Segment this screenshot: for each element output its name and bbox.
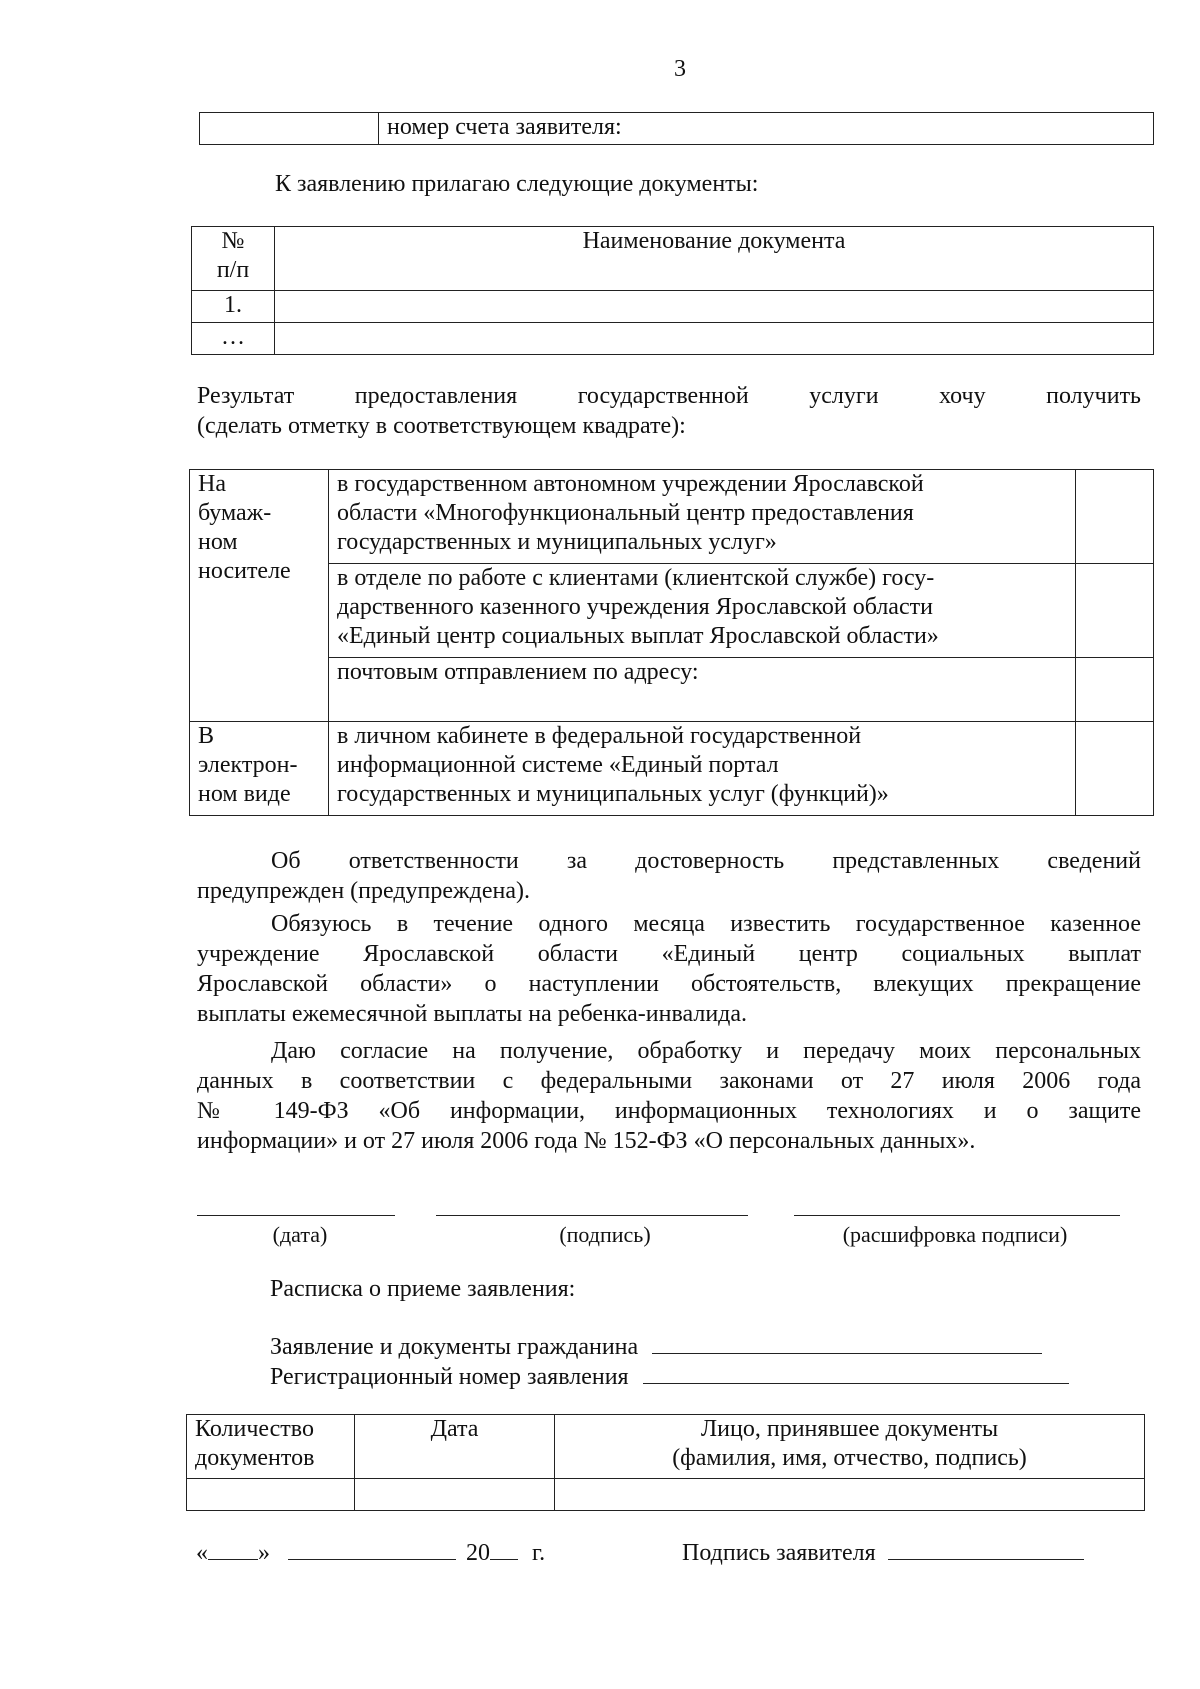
- para-line: Обязуюсь в течение одного месяца известить государственное казенное: [271, 911, 1141, 937]
- responsibility-paragraph: [197, 846, 1141, 906]
- applicant-sign-label: Подпись заявителя: [682, 1540, 876, 1566]
- option-post-checkbox[interactable]: [1076, 658, 1154, 722]
- receipt-table: [186, 1414, 1145, 1511]
- option-client-service-checkbox[interactable]: [1076, 564, 1154, 658]
- electronic-label: ном виде: [198, 781, 291, 807]
- option-gosuslugi-checkbox[interactable]: [1076, 722, 1154, 816]
- option-text: «Единый центр социальных выплат Ярославской области»: [337, 623, 939, 649]
- para-line: предупрежден (предупреждена).: [197, 878, 530, 904]
- account-table: [199, 112, 1154, 145]
- option-client-service: [329, 564, 1076, 658]
- receipt-col-count-text: Количество: [195, 1416, 314, 1442]
- docs-row-name: [275, 323, 1154, 355]
- option-text: в государственном автономном учреждении Ярославской: [337, 471, 924, 497]
- option-text: в отделе по работе с клиентами (клиентской службе) госу-: [337, 565, 935, 591]
- result-heading-line2: (сделать отметку в соответствующем квадрате):: [197, 413, 686, 439]
- quote-open: «: [196, 1540, 208, 1566]
- receipt-col-count: [187, 1415, 355, 1479]
- option-mfc: [329, 470, 1076, 564]
- paper-label: ном: [198, 529, 238, 555]
- option-text: информационной системе «Единый портал: [337, 752, 779, 778]
- signature-caption: (подпись): [559, 1222, 651, 1247]
- documents-table: [191, 226, 1154, 355]
- date-caption: (дата): [272, 1222, 328, 1247]
- year-field[interactable]: [490, 1537, 518, 1560]
- signature-line[interactable]: [436, 1215, 748, 1216]
- obligation-paragraph: [197, 909, 1141, 1029]
- receipt-col-person-text: (фамилия, имя, отчество, подпись): [672, 1445, 1027, 1471]
- electronic-label: В: [198, 723, 215, 749]
- receipt-docs-field[interactable]: [652, 1331, 1042, 1354]
- option-gosuslugi: [329, 722, 1076, 816]
- electronic-label: электрон-: [198, 752, 298, 778]
- option-text: дарственного казенного учреждения Ярославской области: [337, 594, 933, 620]
- month-field[interactable]: [288, 1537, 456, 1560]
- docs-col-no-l2: п/п: [216, 257, 250, 283]
- receipt-heading: Расписка о приеме заявления:: [270, 1276, 576, 1302]
- receipt-docs-label: Заявление и документы гражданина: [270, 1334, 639, 1360]
- consent-paragraph: [197, 1036, 1141, 1156]
- page-number: 3: [674, 56, 686, 82]
- paper-label: На: [198, 471, 226, 497]
- para-line: Ярославской области» о наступлении обстоятельств, влекущих прекращение: [197, 971, 1141, 997]
- docs-col-no-l1: №: [221, 228, 245, 254]
- receipt-reg-field[interactable]: [643, 1361, 1069, 1384]
- applicant-sign-field[interactable]: [888, 1537, 1084, 1560]
- para-line: информации» и от 27 июля 2006 года № 152-ФЗ «О персональных данных».: [197, 1128, 976, 1154]
- result-heading-line1: Результат предоставления государственной услуги хочу получить: [197, 383, 1141, 409]
- receipt-docs-row: [270, 1331, 1042, 1362]
- docs-row-name: [275, 291, 1154, 323]
- date-line[interactable]: [197, 1215, 395, 1216]
- paper-label: бумаж-: [198, 500, 272, 526]
- receipt-col-count-text: документов: [195, 1445, 315, 1471]
- result-options-table: [189, 469, 1154, 816]
- option-text: области «Многофункциональный центр предоставления: [337, 500, 914, 526]
- decode-line[interactable]: [794, 1215, 1120, 1216]
- receipt-person-cell[interactable]: [555, 1479, 1145, 1511]
- account-empty-cell: [200, 113, 379, 145]
- option-text: государственных и муниципальных услуг (функций)»: [337, 781, 889, 807]
- para-line: Даю согласие на получение, обработку и передачу моих персональных: [271, 1038, 1141, 1064]
- option-text: государственных и муниципальных услуг»: [337, 529, 777, 555]
- para-line: данных в соответствии с федеральными законами от 27 июля 2006 года: [197, 1068, 1141, 1094]
- day-field[interactable]: [208, 1537, 258, 1560]
- para-line: № 149-ФЗ «Об информации, информационных технологиях и о защите: [197, 1098, 1141, 1124]
- receipt-count-cell[interactable]: [187, 1479, 355, 1511]
- result-heading: [197, 381, 1141, 441]
- paper-label: носителе: [198, 558, 291, 584]
- receipt-reg-row: [270, 1361, 1069, 1392]
- receipt-col-date: Дата: [355, 1415, 555, 1479]
- year-prefix: 20: [466, 1540, 490, 1566]
- year-suffix: г.: [532, 1540, 546, 1566]
- electronic-label-cell: [190, 722, 329, 816]
- decode-caption: (расшифровка подписи): [842, 1222, 1068, 1247]
- docs-col-name-header: Наименование документа: [275, 227, 1154, 291]
- receipt-col-person-text: Лицо, принявшее документы: [700, 1416, 999, 1442]
- applicant-sign: [682, 1537, 1084, 1568]
- receipt-col-person: [555, 1415, 1145, 1479]
- para-line: выплаты ежемесячной выплаты на ребенка-инвалида.: [197, 1001, 748, 1027]
- quote-close: »: [258, 1540, 270, 1566]
- docs-row-number: …: [192, 323, 275, 355]
- option-text: в личном кабинете в федеральной государственной: [337, 723, 862, 749]
- receipt-date-cell[interactable]: [355, 1479, 555, 1511]
- docs-row-number: 1.: [192, 291, 275, 323]
- option-mfc-checkbox[interactable]: [1076, 470, 1154, 564]
- paper-label-cell: [190, 470, 329, 722]
- para-line: учреждение Ярославской области «Единый центр социальных выплат: [197, 941, 1141, 967]
- option-post: почтовым отправлением по адресу:: [329, 658, 1076, 722]
- receipt-reg-label: Регистрационный номер заявления: [270, 1364, 629, 1390]
- docs-col-no-header: [192, 227, 275, 291]
- account-label: номер счета заявителя:: [379, 113, 1154, 145]
- footer-date: [196, 1537, 545, 1568]
- para-line: Об ответственности за достоверность представленных сведений: [271, 848, 1141, 874]
- attach-heading: К заявлению прилагаю следующие документы:: [275, 171, 759, 197]
